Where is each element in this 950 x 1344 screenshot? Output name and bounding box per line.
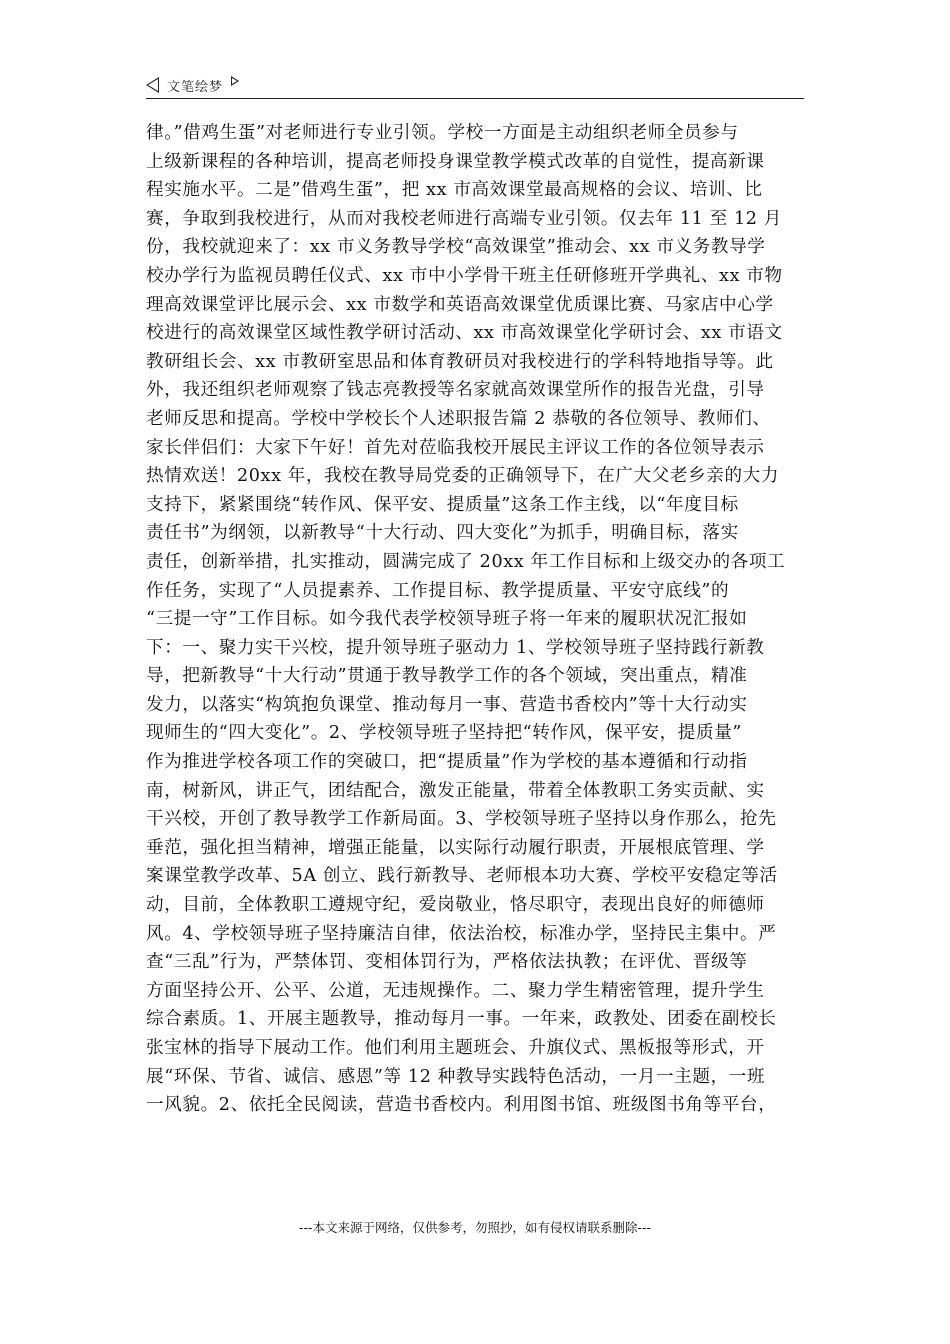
footer-disclaimer: ---本文来源于网络，仅供参考，勿照抄，如有侵权请联系删除--- (298, 1220, 652, 1235)
body-line: 展“环保、节省、诚信、感恩”等 12 种教导实践特色活动，一月一主题，一班 (146, 1066, 766, 1087)
body-line: 下：一、聚力实干兴校，提升领导班子驱动力 1、学校领导班子坚持践行新教 (146, 637, 765, 658)
body-line: 动，目前，全体教职工遵规守纪，爱岗敬业，恪尽职守，表现出良好的师德师 (146, 895, 765, 916)
page-header (146, 72, 804, 99)
body-line: 份，我校就迎来了：xx 市义务教导学校“高效课堂”推动会、xx 市义务教导学 (146, 237, 766, 258)
body-line: 家长伴侣们：大家下午好！首先对莅临我校开展民主评议工作的各位领导表示 (146, 437, 765, 458)
body-line: 赛，争取到我校进行，从而对我校老师进行高端专业引领。仅去年 11 至 12 月 (146, 208, 782, 229)
body-line: 理高效课堂评比展示会、xx 市数学和英语高效课堂优质课比赛、马家店中心学 (146, 294, 774, 315)
body-line: 热情欢送！20xx 年，我校在教导局党委的正确领导下，在广大父老乡亲的大力 (146, 466, 780, 487)
body-line: 外，我还组织老师观察了钱志亮教授等名家就高效课堂所作的报告光盘，引导 (146, 380, 765, 401)
body-line: 查“三乱”行为，严禁体罚、变相体罚行为，严格依法执教；在评优、晋级等 (146, 952, 748, 973)
body-line: 校办学行为监视员聘任仪式、xx 市中小学骨干班主任研修班开学典礼、xx 市物 (146, 265, 783, 286)
body-line: 导，把新教导“十大行动”贯通于教导教学工作的各个领域，突出重点，精准 (146, 666, 748, 687)
document-body (146, 119, 812, 1120)
body-line: 责任，创新举措，扎实推动，圆满完成了 20xx 年工作目标和上级交办的各项工 (146, 551, 786, 572)
body-line: 张宝林的指导下展动工作。他们利用主题班会、升旗仪式、黑板报等形式，开 (146, 1038, 765, 1058)
body-line: 南，树新风，讲正气，团结配合，激发正能量，带着全体教职工务实贡献、实 (146, 780, 765, 801)
body-line: 作任务，实现了“人员提素养、工作提目标、教学提质量、平安守底线”的 (146, 580, 730, 601)
body-line: 垂范，强化担当精神，增强正能量，以实际行动履行职责，开展根底管理、学 (146, 837, 765, 858)
body-line: 发力，以落实“构筑抱负课堂、推动每月一事、营造书香校内”等十大行动实 (146, 694, 748, 715)
body-line: 综合素质。1、开展主题教导，推动每月一事。一年来，政教处、团委在副校长 (146, 1009, 777, 1030)
body-line: 律。”借鸡生蛋”对老师进行专业引领。学校一方面是主动组织老师全员参与 (146, 123, 739, 143)
body-line: 一风貌。2、依托全民阅读，营造书香校内。利用图书馆、班级图书角等平台， (146, 1095, 777, 1116)
body-line: 支持下，紧紧围绕“转作风、保平安、提质量”这条工作主线，以“年度目标 (146, 494, 739, 515)
body-line: 教研组长会、xx 市教研室思品和体育教研员对我校进行的学科特地指导等。此 (146, 351, 774, 372)
body-line: 方面坚持公开、公平、公道，无违规操作。二、聚力学生精密管理，提升学生 (146, 980, 765, 1001)
body-line: 责任书”为纲领，以新教导“十大行动、四大变化”为抓手，明确目标，落实 (146, 523, 739, 544)
triangle-left-icon (146, 77, 159, 93)
body-line: 现师生的“四大变化”。2、学校领导班子坚持把“转作风，保平安，提质量” (146, 723, 742, 744)
body-line: 上级新课程的各种培训，提高老师投身课堂教学模式改革的自觉性，提高新课 (146, 151, 765, 172)
body-line: 案课堂教学改革、5A 创立、践行新教导、老师根本功大赛、学校平安稳定等活 (146, 866, 778, 887)
triangle-right-icon (231, 76, 239, 86)
body-line: “三提一守”工作目标。如今我代表学校领导班子将一年来的履职状况汇报如 (146, 609, 748, 630)
body-line: 干兴校，开创了教导教学工作新局面。3、学校领导班子坚持以身作那么，抢先 (146, 809, 777, 830)
body-line: 老师反思和提高。学校中学校长个人述职报告篇 2 恭敬的各位领导、教师们、 (146, 408, 771, 429)
body-line: 校进行的高效课堂区域性教学研讨活动、xx 市高效课堂化学研讨会、xx 市语文 (146, 323, 783, 344)
header-title: 文笔绘梦 (167, 79, 224, 95)
body-line: 作为推进学校各项工作的突破口，把“提质量”作为学校的基本遵循和行动指 (146, 752, 748, 773)
body-line: 风。4、学校领导班子坚持廉洁自律，依法治校，标准办学，坚持民主集中。严 (146, 923, 777, 944)
body-line: 程实施水平。二是”借鸡生蛋”，把 xx 市高效课堂最高规格的会议、培训、比 (146, 180, 763, 201)
